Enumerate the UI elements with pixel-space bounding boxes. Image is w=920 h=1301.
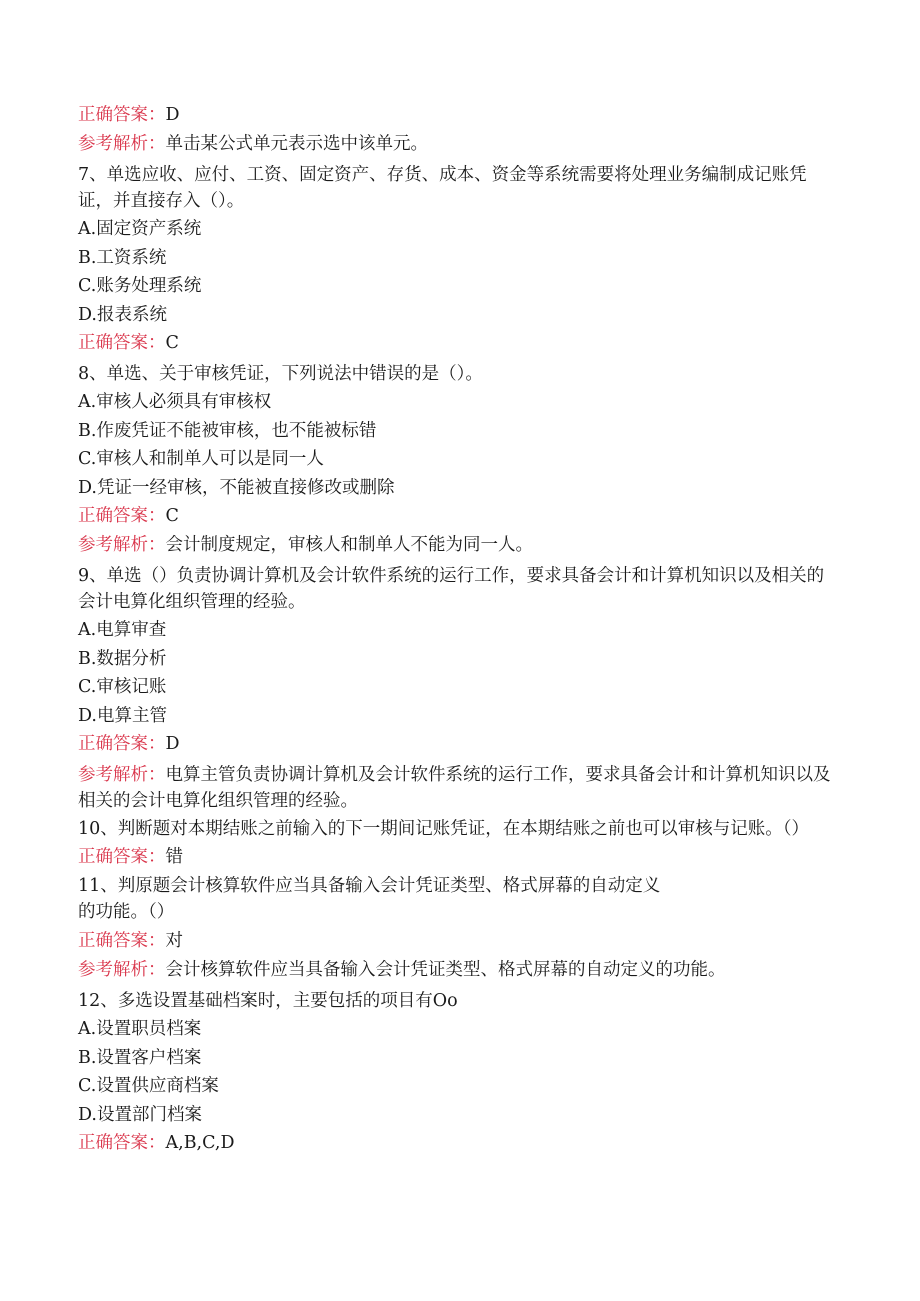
answer-value: C bbox=[165, 333, 179, 353]
question-10: 10、判断题对本期结账之前输入的下一期间记账凭证，在本期结账之前也可以审核与记账。（） bbox=[78, 819, 810, 839]
question-10-answer bbox=[78, 846, 838, 868]
question-12-answer bbox=[78, 1132, 838, 1154]
answer-label: 正确答案： bbox=[78, 105, 166, 125]
question-8-option-b: B.作废凭证不能被审核，也不能被标错 bbox=[78, 420, 377, 441]
analysis-text: 会计核算软件应当具备输入会计凭证类型、格式屏幕的自动定义的功能。 bbox=[165, 960, 726, 980]
document-page bbox=[78, 104, 838, 1161]
answer-label: 正确答案： bbox=[78, 734, 166, 754]
question-9-option-a: A.电算审查 bbox=[78, 620, 167, 640]
answer-value: D bbox=[165, 105, 180, 125]
question-8-option-d: D.凭证一经审核，不能被直接修改或删除 bbox=[78, 477, 395, 498]
answer-label: 正确答案： bbox=[78, 847, 166, 867]
question-9-analysis bbox=[78, 762, 838, 814]
analysis-line bbox=[78, 133, 838, 155]
question-11-analysis bbox=[78, 959, 838, 981]
analysis-label: 参考解析： bbox=[78, 535, 166, 555]
analysis-label: 参考解析： bbox=[78, 960, 166, 980]
answer-label: 正确答案： bbox=[78, 931, 166, 951]
question-7-option-a: A.固定资产系统 bbox=[78, 219, 202, 239]
question-8-analysis bbox=[78, 534, 838, 556]
question-7-option-d: D.报表系统 bbox=[78, 304, 167, 325]
question-7-option-b: B.工资系统 bbox=[78, 247, 167, 268]
question-12-option-a: A.设置职员档案 bbox=[78, 1019, 202, 1039]
answer-value: D bbox=[165, 734, 180, 754]
question-11-answer bbox=[78, 930, 838, 952]
question-12-option-d: D.设置部门档案 bbox=[78, 1104, 202, 1125]
answer-line bbox=[78, 104, 838, 126]
question-9-answer bbox=[78, 733, 838, 755]
question-12: 12、多选设置基础档案时，主要包括的项目有Oo bbox=[78, 991, 458, 1011]
analysis-label: 参考解析： bbox=[78, 765, 166, 785]
question-7-answer bbox=[78, 332, 838, 354]
question-8-answer bbox=[78, 505, 838, 527]
analysis-text: 单击某公式单元表示选中该单元。 bbox=[165, 134, 428, 154]
question-9: 9、单选（）负责协调计算机及会计软件系统的运行工作，要求具备会计和计算机知识以及相关的会计电算化组织管理的经验。 bbox=[78, 566, 825, 612]
answer-label: 正确答案： bbox=[78, 1133, 166, 1153]
question-11-line-2: 的功能。（） bbox=[78, 902, 175, 922]
analysis-text: 会计制度规定，审核人和制单人不能为同一人。 bbox=[165, 535, 533, 555]
answer-value: C bbox=[165, 506, 179, 526]
question-11-line-1: 11、判原题会计核算软件应当具备输入会计凭证类型、格式屏幕的自动定义 bbox=[78, 876, 661, 896]
question-7-option-c: C.账务处理系统 bbox=[78, 276, 202, 296]
answer-value: A,B,C,D bbox=[165, 1133, 235, 1153]
question-8-option-c: C.审核人和制单人可以是同一人 bbox=[78, 449, 324, 469]
question-8-option-a: A.审核人必须具有审核权 bbox=[78, 392, 272, 412]
answer-value: 对 bbox=[165, 931, 183, 951]
question-7: 7、单选应收、应付、工资、固定资产、存货、成本、资金等系统需要将处理业务编制成记账凭证，并直接存入（）。 bbox=[78, 165, 807, 211]
answer-value: 错 bbox=[165, 847, 183, 867]
question-9-option-c: C.审核记账 bbox=[78, 677, 167, 697]
answer-label: 正确答案： bbox=[78, 506, 166, 526]
analysis-label: 参考解析： bbox=[78, 134, 166, 154]
analysis-text: 电算主管负责协调计算机及会计软件系统的运行工作，要求具备会计和计算机知识以及相关的会计电算化组织管理的经验。 bbox=[78, 765, 831, 811]
question-12-option-c: C.设置供应商档案 bbox=[78, 1076, 219, 1096]
question-9-option-d: D.电算主管 bbox=[78, 705, 167, 726]
answer-label: 正确答案： bbox=[78, 333, 166, 353]
question-8: 8、单选、关于审核凭证，下列说法中错误的是（）。 bbox=[78, 364, 483, 384]
question-12-option-b: B.设置客户档案 bbox=[78, 1047, 202, 1068]
question-9-option-b: B.数据分析 bbox=[78, 648, 167, 669]
